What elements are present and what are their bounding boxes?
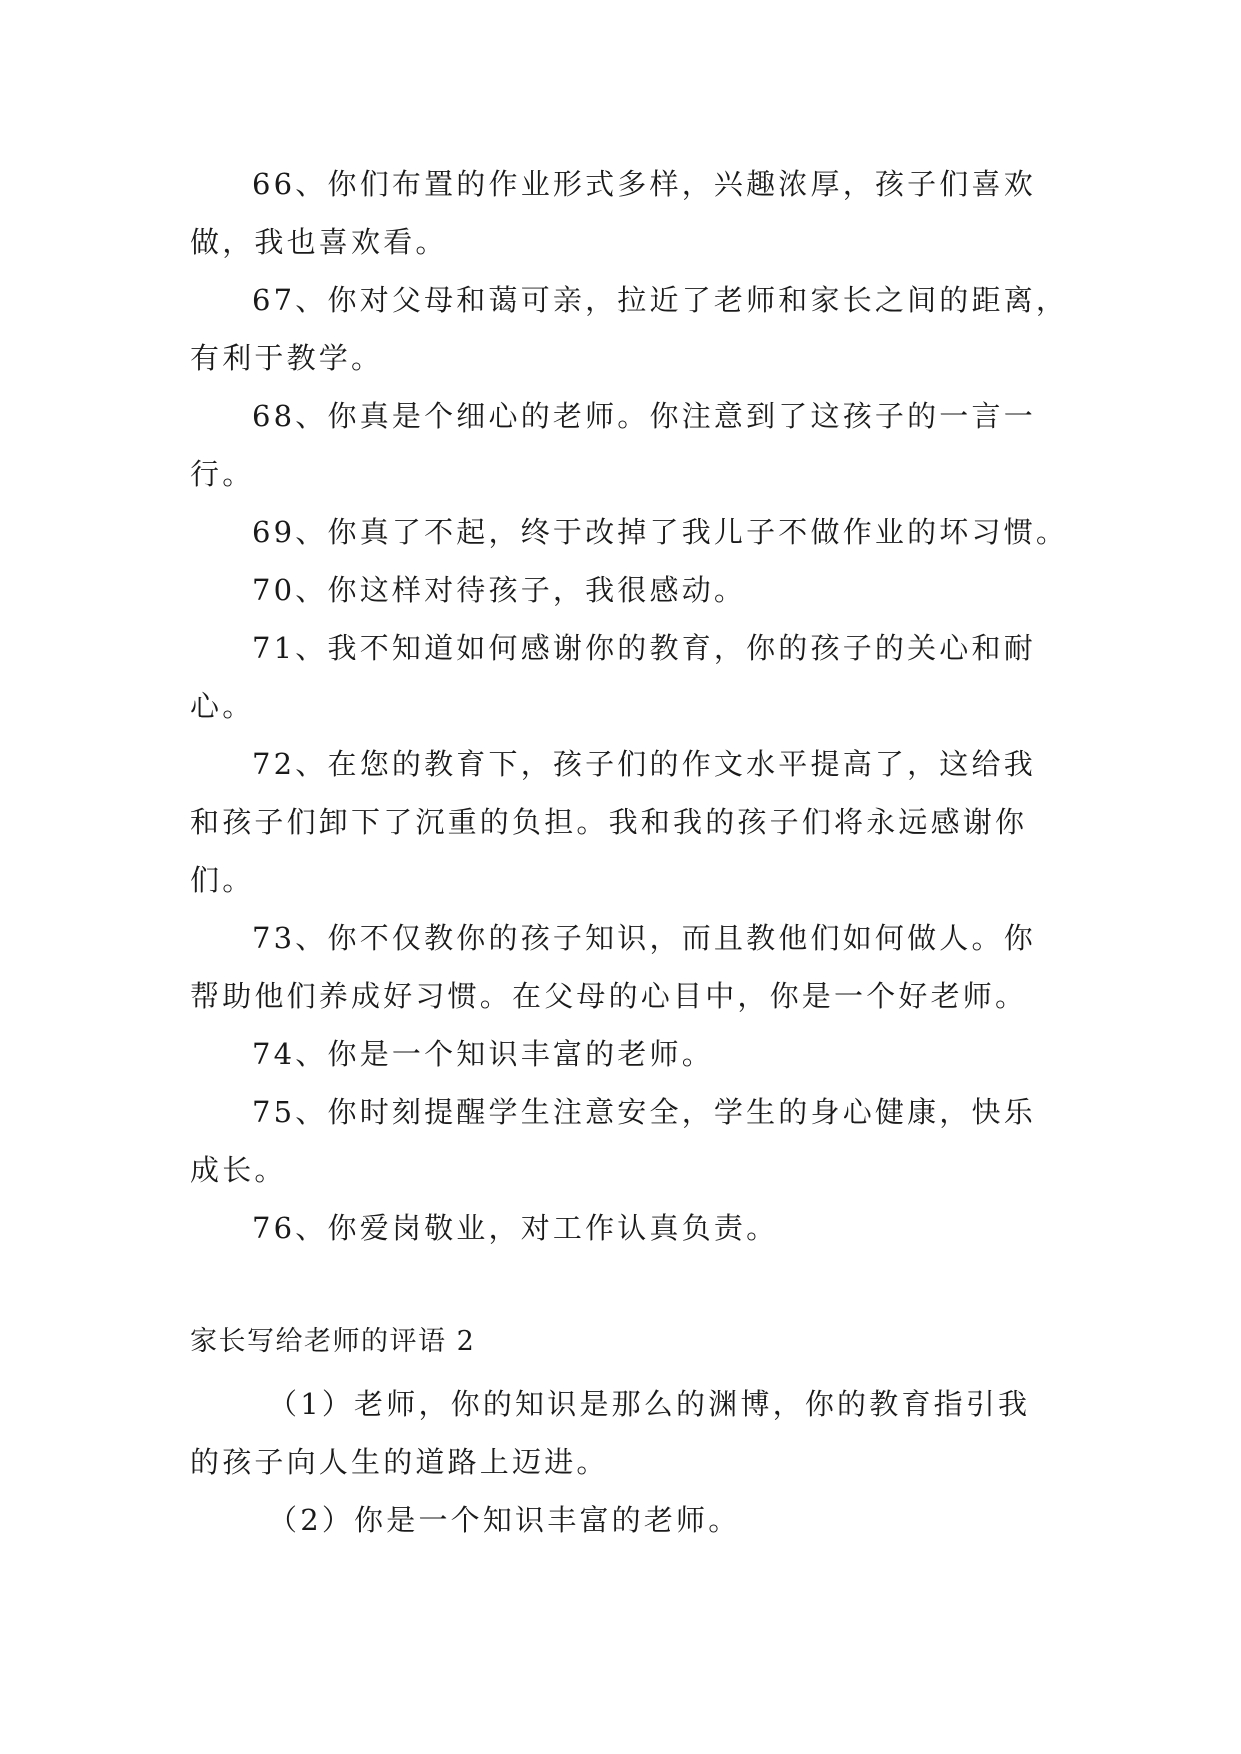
item-76-line-1: 76、你爱岗敬业，对工作认真负责。	[252, 1211, 779, 1245]
item-72-line-1: 72、在您的教育下，孩子们的作文水平提高了，这给我	[252, 747, 1036, 781]
item-72-line-3: 们。	[190, 863, 255, 897]
item-68-line-1: 68、你真是个细心的老师。你注意到了这孩子的一言一	[252, 399, 1036, 433]
item-73-line-2: 帮助他们养成好习惯。在父母的心目中，你是一个好老师。	[190, 979, 1028, 1013]
section-heading: 家长写给老师的评语 2	[190, 1326, 476, 1357]
item-66-line-2: 做，我也喜欢看。	[190, 225, 448, 259]
item-68-line-2: 行。	[190, 457, 255, 491]
sub-item-2-line-1: （2）你是一个知识丰富的老师。	[268, 1503, 741, 1537]
item-66-line-1: 66、你们布置的作业形式多样，兴趣浓厚，孩子们喜欢	[252, 167, 1036, 201]
sub-item-1-line-2: 的孩子向人生的道路上迈进。	[190, 1445, 609, 1479]
item-75-line-2: 成长。	[190, 1153, 287, 1187]
item-69-line-1: 69、你真了不起，终于改掉了我儿子不做作业的坏习惯。	[252, 515, 1069, 549]
item-67-line-2: 有利于教学。	[190, 341, 384, 375]
item-71-line-1: 71、我不知道如何感谢你的教育，你的孩子的关心和耐	[252, 631, 1036, 665]
item-70-line-1: 70、你这样对待孩子，我很感动。	[252, 573, 747, 607]
item-73-line-1: 73、你不仅教你的孩子知识，而且教他们如何做人。你	[252, 921, 1036, 955]
sub-item-1-line-1: （1）老师，你的知识是那么的渊博，你的教育指引我	[268, 1387, 1031, 1421]
item-71-line-2: 心。	[190, 689, 255, 723]
item-74-line-1: 74、你是一个知识丰富的老师。	[252, 1037, 714, 1071]
item-75-line-1: 75、你时刻提醒学生注意安全，学生的身心健康，快乐	[252, 1095, 1036, 1129]
item-72-line-2: 和孩子们卸下了沉重的负担。我和我的孩子们将永远感谢你	[190, 805, 1028, 839]
item-67-line-1: 67、你对父母和蔼可亲，拉近了老师和家长之间的距离，	[252, 283, 1069, 317]
